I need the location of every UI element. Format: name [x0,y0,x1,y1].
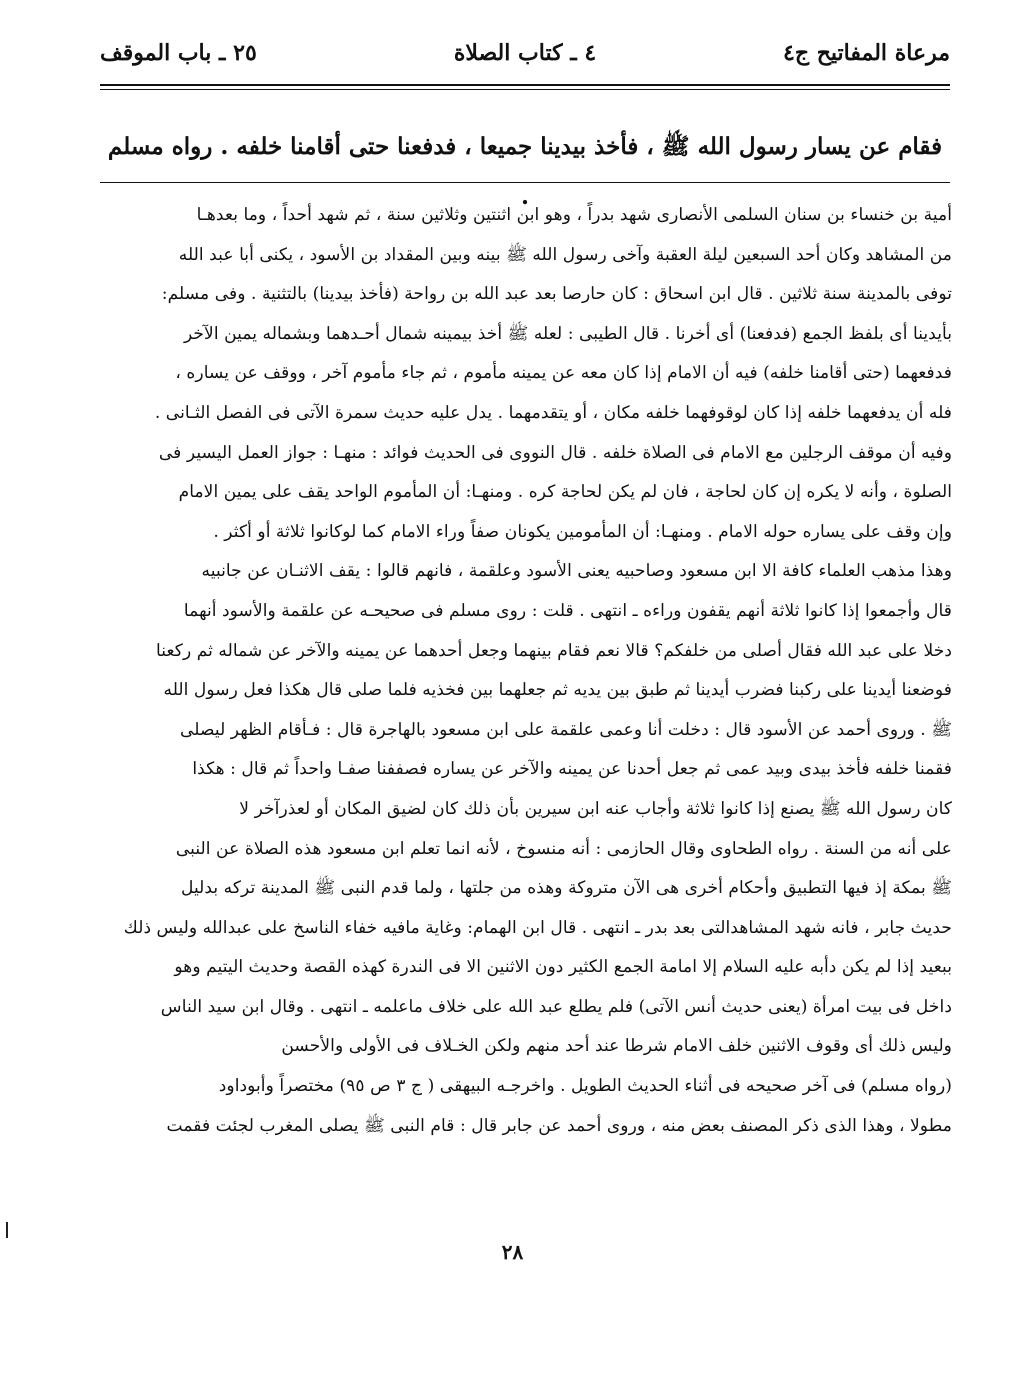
commentary-line: على أنه من السنة . رواه الطحاوى وقال الحازمى : أنه منسوخ ، لأنه انما تعلم ابن مسعود هذه الصلاة عن النبى [175,838,952,859]
commentary-line: الصلوة ، وأنه لا يكره إن كان لحاجة ، فان لم يكن لحاجة كره . ومنهـا: أن المأموم الواحد يقف على يمين الامام [178,482,952,503]
commentary-line: حديث جابر ، فانه شهد المشاهدالتى بعد بدر ـ انتهى . قال ابن الهمام: وغاية مافيه خفاء الناسخ على عبدالله وليس ذلك [123,917,952,938]
hadith-text: فقام عن يسار رسول الله ﷺ ، فأخذ بيدينا جميعا ، فدفعنا حتى أقامنا خلفه . رواه مسلم . [107,133,943,210]
commentary-line: فقمنا خلفه فأخذ بيدى وبيد عمى ثم جعل أحدنا عن يمينه والآخر عن يساره فصففنا صفـا واحداً ثم قال : هكذا [192,759,952,780]
commentary-line: وليس ذلك أى وقوف الاثنين خلف الامام شرطا عند أحد منهم ولكن الخـلاف فى الأولى والأحسن [281,1036,952,1057]
margin-mark [6,1222,8,1238]
book-title: مرعاة المفاتيح ج٤ [783,40,950,66]
commentary-line: فدفعهما (حتى أقامنا خلفه) فيه أن الامام إذا كان معه عن يمينه مأموم ، ثم جاء مأموم آخر ، ووقف عن يساره ، [175,363,952,384]
commentary-line: بأيدينا أى بلفظ الجمع (فدفعنا) أى أخرنا . قال الطيبى : لعله ﷺ أخذ بيمينه شمال أحـدهما وبشماله يمين الآخر [183,323,952,344]
commentary-line: فوضعنا أيدينا على ركبنا فضرب أيدينا ثم طبق بين يديه ثم جعلهما بين فخذيه فلما صلى قال هكذا فعل رسول الله [163,680,952,701]
commentary-line: قال وأجمعوا إذا كانوا ثلاثة أنهم يقفون وراءه ـ انتهى . قلت : روى مسلم فى صحيحـه عن علقمة والأسود أنهما [183,600,952,621]
commentary-line: (رواه مسلم) فى آخر صحيحه فى أثناء الحديث الطويل . واخرجـه البيهقى ( ج ٣ ص ٩٥) مختصراً وأبوداود [218,1076,952,1097]
commentary-line: من المشاهد وكان أحد السبعين ليلة العقبة وآخى رسول الله ﷺ بينه وبين المقداد بن الأسود ، يكنى أبا عبد الله [178,244,952,265]
header-rule-thin [100,89,950,90]
commentary-line: ببعيد إذا لم يكن دأبه عليه السلام إلا امامة الجمع الكثير دون الاثنين الا فى الندرة كهذه القصة وحديث اليتيم وهو [174,957,952,978]
running-header [100,40,950,76]
commentary-line: دخلا على عبد الله فقال أصلى من خلفكم؟ قالا نعم فقام بينهما وجعل أحدهما عن يمينه والآخر عن شماله ثم ركعنا [156,640,952,661]
commentary-line: توفى بالمدينة سنة ثلاثين . قال ابن اسحاق : كان حارصا بعد عبد الله بن رواحة (فأخذ بيدينا) بالتثنية . وفى مسلم: [161,284,952,305]
page-number: ٢٨ [501,1240,524,1264]
commentary [100,196,952,1146]
commentary-line: ﷺ . وروى أحمد عن الأسود قال : دخلت أنا وعمى علقمة على ابن مسعود بالهاجرة قال : فـأقام الظهر ليصلى [179,719,952,740]
commentary-line: مطولا ، وهذا الذى ذكر المصنف بعض منه ، وروى أحمد عن جابر قال : قام النبى ﷺ يصلى المغرب لجئت فقمت [166,1115,952,1136]
section-title: ٤ ـ كتاب الصلاة [453,40,597,66]
commentary-line: ﷺ بمكة إذ فيها التطبيق وأحكام أخرى هى الآن متروكة وهذه من جلتها ، ولما قدم النبى ﷺ المدينة تركه بدليل [180,878,952,899]
commentary-line: وفيه أن موقف الرجلين مع الامام فى الصلاة خلفه . قال النووى فى الحديث فوائد : منهـا : جواز العمل اليسير فى [158,442,952,463]
commentary-line: أمية بن خنساء بن سنان السلمى الأنصارى شهد بدراً ، وهو ابن اثنتين وثلاثين سنة ، ثم شهد أحداً ، وما بعدهـا [196,205,952,225]
matn-divider [100,182,950,183]
chapter-title: ٢٥ ـ باب الموقف [100,40,257,66]
commentary-line: وإن وقف على يساره حوله الامام . ومنهـا: أن المأمومين يكونان صفاً وراء الامام كما لوكانوا ثلاثة أو أكثر . [213,521,952,542]
commentary-line: كان رسول الله ﷺ يصنع إذا كانوا ثلاثة وأجاب عنه ابن سيرين بأن ذلك كان لضيق المكان أو لعذرآخر لا [239,798,952,819]
commentary-line: وهذا مذهب العلماء كافة الا ابن مسعود وصاحبيه يعنى الأسود وعلقمة ، فانهم قالوا : يقف الاثنـان عن جانبيه [201,561,952,582]
header-rule [100,84,950,86]
commentary-line: فله أن يدفعهما خلفه إذا كان لوقوفهما خلفه مكان ، أو يتقدمهما . يدل عليه حديث سمرة الآتى فى الفصل الثـانى . [154,402,952,423]
commentary-line: داخل فى بيت امرأة (يعنى حديث أنس الآتى) فلم يطلع عبد الله على خلاف ماعلمه ـ انتهى . وقال ابن سيد الناس [160,996,952,1017]
